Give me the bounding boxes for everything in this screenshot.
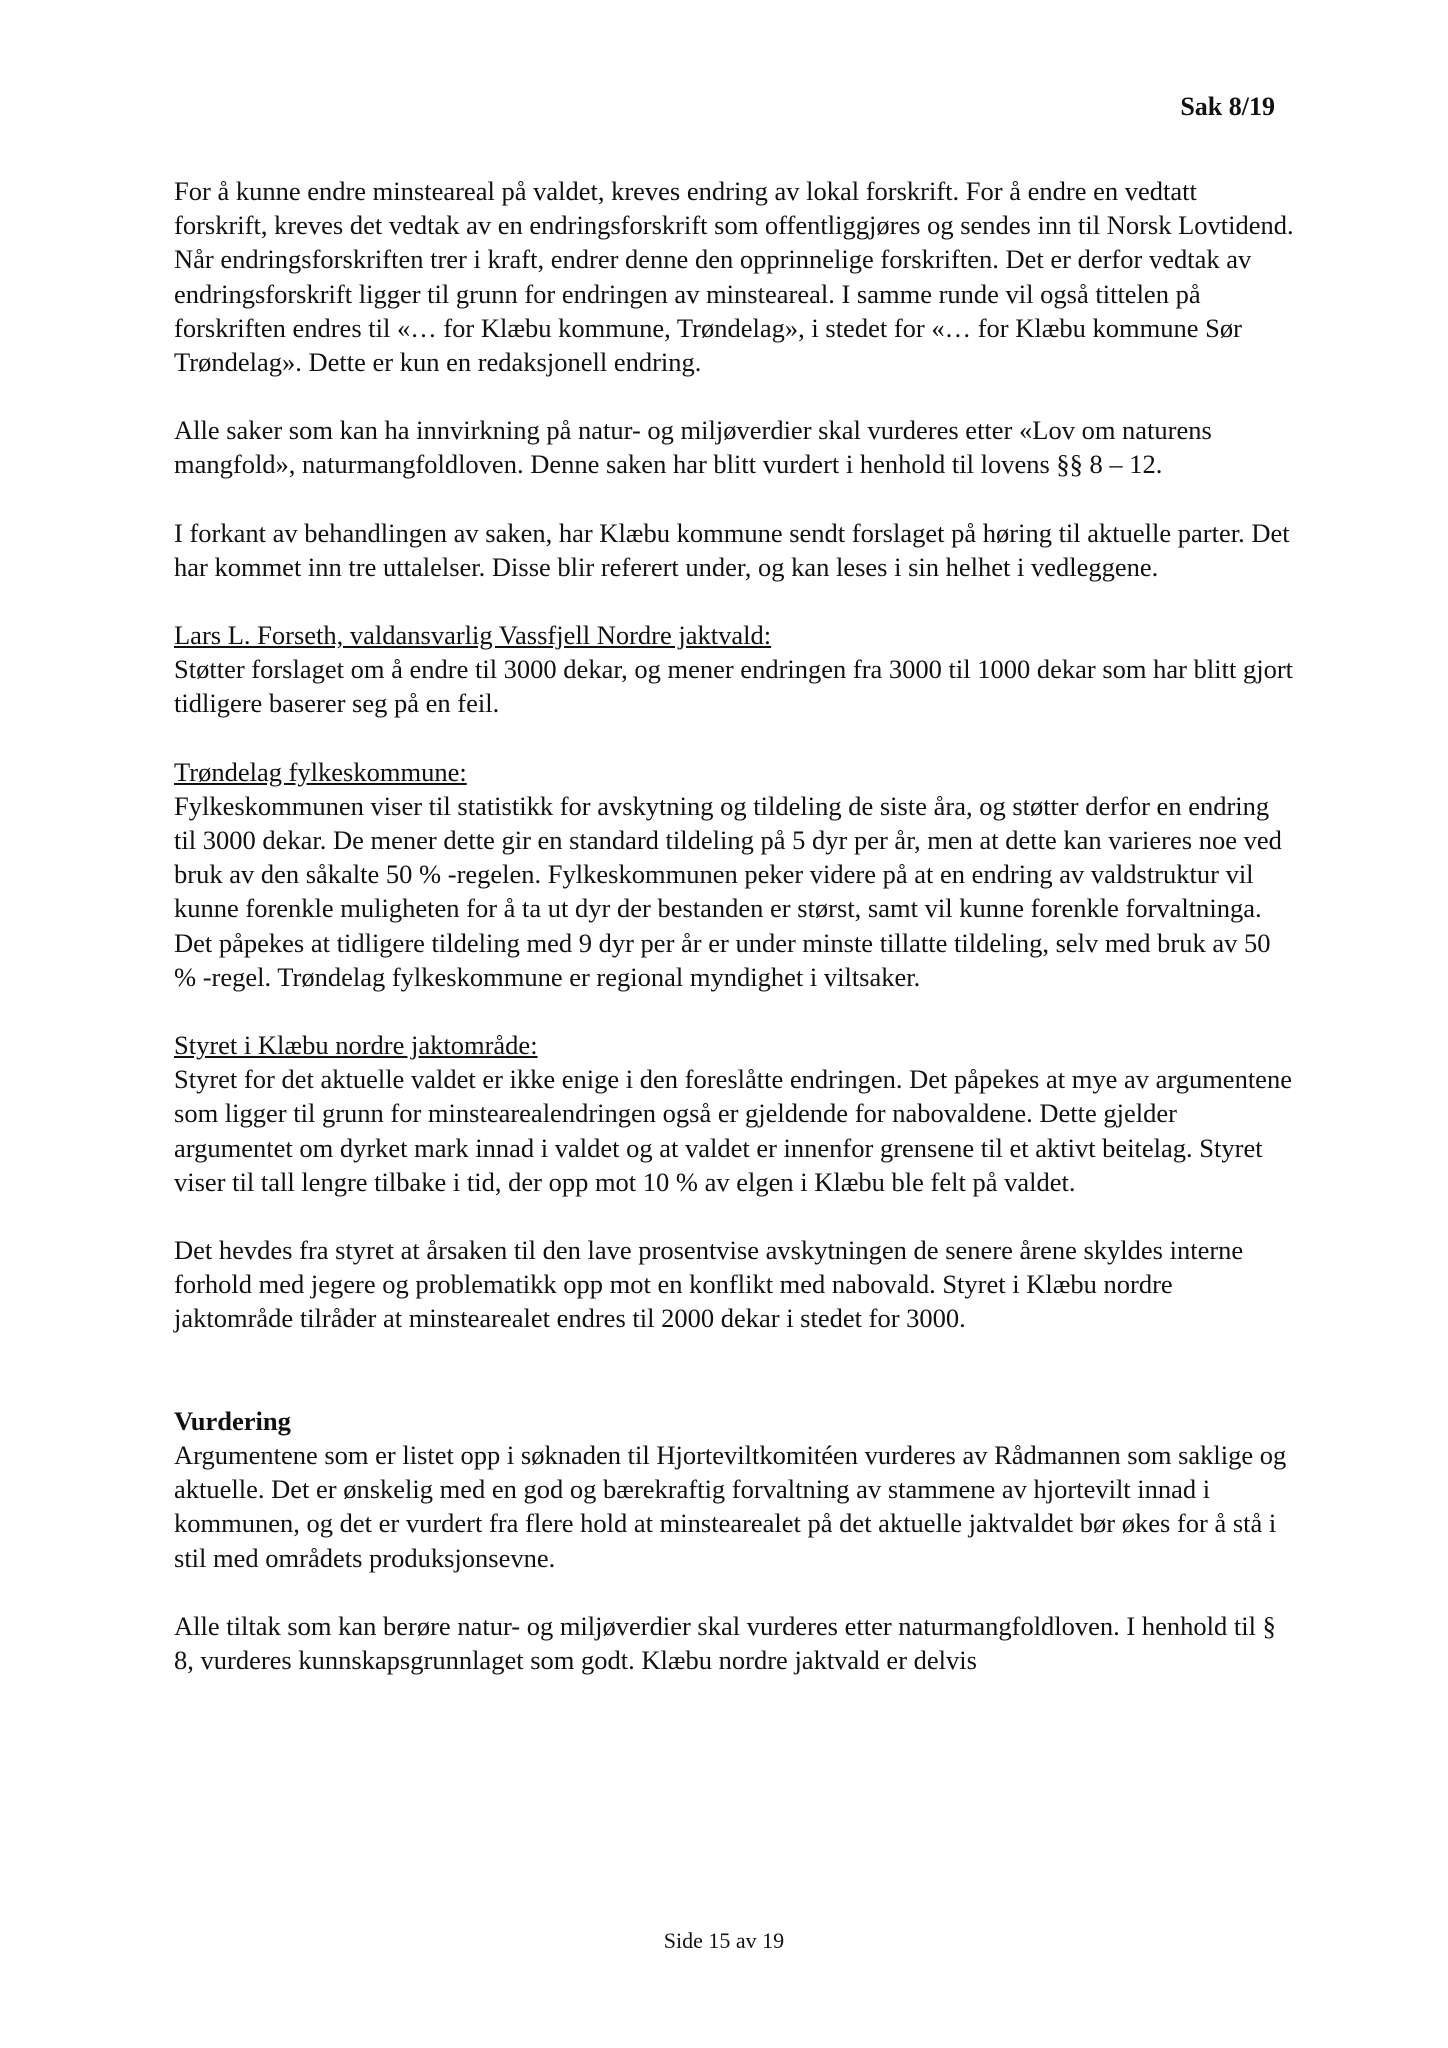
statement-forseth [174, 618, 1294, 721]
statement-body: Fylkeskommunen viser til statistikk for avskytning og tildeling de siste åra, og støtter derfor en endring til 3000 dekar. De mener dette gir en standard tildeling på 5 dyr per år, men at dette kan varieres noe ved bruk av den såkalte 50 % -regelen. Fylkeskommunen peker videre på at en endring av valdstruktur vil kunne forenkle muligheten for å ta ut dyr der bestanden er størst, samt vil kunne forenkle forvaltninga. Det påpekes at tidligere tildeling med 9 dyr per år er under minste tillatte tildeling, selv med bruk av 50 % -regel. Trøndelag fylkeskommune er regional myndighet i viltsaker. [174, 790, 1282, 992]
paragraph-regulation-change: For å kunne endre minsteareal på valdet, kreves endring av lokal forskrift. For å endre en vedtatt forskrift, kreves det vedtak av en endringsforskrift som offentliggjøres og sendes inn til Norsk Lovtidend. Når endringsforskriften trer i kraft, endrer denne den opprinnelige forskriften. Det er derfor vedtak av endringsforskrift ligger til grunn for endringen av minsteareal. I samme runde vil også tittelen på forskriften endres til «… for Klæbu kommune, Trøndelag», i stedet for «… for Klæbu kommune Sør Trøndelag». Dette er kun en redaksjonell endring. [174, 176, 1294, 378]
paragraph-hearing: I forkant av behandlingen av saken, har Klæbu kommune sendt forslaget på høring til aktuelle parter. Det har kommet inn tre uttalelser. Disse blir referert under, og kan leses i sin helhet i vedleggene. [174, 517, 1290, 582]
statement-title: Lars L. Forseth, valdansvarlig Vassfjell Nordre jaktvald: [174, 620, 772, 651]
case-number: Sak 8/19 [1180, 92, 1275, 121]
statement-title: Trøndelag fylkeskommune: [174, 756, 467, 787]
statement-body: Støtter forslaget om å endre til 3000 dekar, og mener endringen fra 3000 til 1000 dekar som har blitt gjort tidligere baserer seg på en feil. [174, 654, 1294, 719]
assessment-paragraph: Alle tiltak som kan berøre natur- og miljøverdier skal vurderes etter naturmangfoldloven. I henhold til § 8, vurderes kunnskapsgrunnlaget som godt. Klæbu nordre jaktvald er delvis [174, 1610, 1276, 1675]
paragraph-board-followup: Det hevdes fra styret at årsaken til den lave prosentvise avskytningen de senere årene skyldes interne forhold med jegere og problematikk opp mot en konflikt med nabovald. Styret i Klæbu nordre jaktområde tilråder at minstearealet endres til 2000 dekar i stedet for 3000. [174, 1235, 1244, 1334]
assessment-paragraph: Argumentene som er listet opp i søknaden til Hjorteviltkomitéen vurderes av Rådmannen som saklige og aktuelle. Det er ønskelig med en god og bærekraftig forvaltning av stammene av hjortevilt innad i kommunen, og det er vurdert fra flere hold at minstearealet på det aktuelle jaktvaldet bør økes for å stå i stil med områdets produksjonsevne. [174, 1439, 1287, 1573]
section-heading-assessment: Vurdering [174, 1405, 291, 1436]
statement-county [174, 755, 1294, 994]
paragraph-nature-diversity-act: Alle saker som kan ha innvirkning på natur- og miljøverdier skal vurderes etter «Lov om naturens mangfold», naturmangfoldloven. Denne saken har blitt vurdert i henhold til lovens §§ 8 – 12. [174, 415, 1212, 480]
statement-title: Styret i Klæbu nordre jaktområde: [174, 1030, 538, 1061]
statement-board [174, 1028, 1294, 1199]
statement-body: Styret for det aktuelle valdet er ikke enige i den foreslåtte endringen. Det påpekes at mye av argumentene som ligger til grunn for minstearealendringen også er gjeldende for nabovaldene. Dette gjelder argumentet om dyrket mark innad i valdet og at valdet er innenfor grensene til et aktivt beitelag. Styret viser til tall lengre tilbake i tid, der opp mot 10 % av elgen i Klæbu ble felt på valdet. [174, 1064, 1292, 1197]
section-spacer [174, 1370, 1294, 1404]
document-body [174, 174, 1294, 1677]
page-number: Side 15 av 19 [663, 1928, 785, 1953]
assessment-intro [174, 1404, 1294, 1575]
